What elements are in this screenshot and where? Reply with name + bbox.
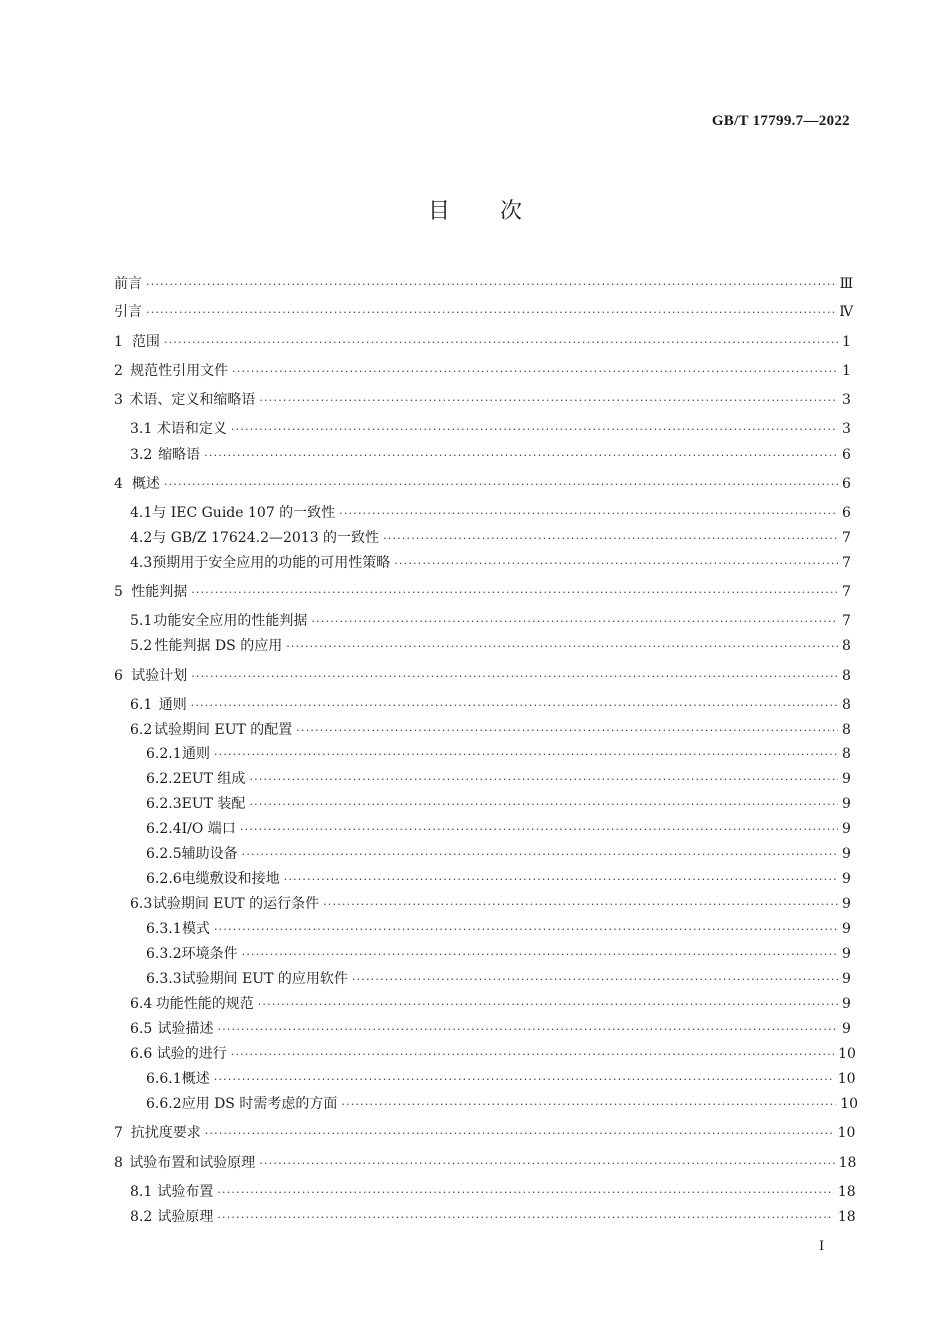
toc-entry-page: 18 [837,1209,856,1225]
toc-entry[interactable] [114,332,850,353]
toc-entry[interactable] [114,419,850,440]
toc-entry-number: 7 [114,1125,123,1141]
toc-entry-label: 概述 [131,476,160,492]
toc-entry-label: I/O 端口 [181,821,236,837]
toc-entry-label: 试验期间 EUT 的运行条件 [152,896,320,912]
toc-entry-page: 3 [842,421,851,437]
toc-leader-dots [242,845,838,865]
toc-leader-dots [383,529,838,549]
toc-leader-dots [296,721,838,741]
toc-entry[interactable] [114,1123,856,1144]
standard-code: GB/T 17799.7—2022 [711,113,850,129]
toc-entry-page: 9 [842,996,851,1012]
toc-entry-number: 6.3.2 [146,946,182,962]
toc-entry-page: 10 [837,1125,856,1141]
toc-entry-number: 4.3 [130,555,153,571]
toc-leader-dots [217,1183,833,1203]
toc-entry-number: 4 [114,476,123,492]
toc-entry[interactable] [114,894,850,915]
toc-entry-page: 10 [840,1096,859,1112]
toc-leader-dots [311,612,838,632]
toc-entry[interactable] [114,274,854,295]
title-char-2: 次 [500,199,523,224]
toc-entry[interactable] [114,528,850,549]
toc-leader-dots [242,945,838,965]
toc-entry-number: 5.1 [130,613,153,629]
toc-leader-dots [339,504,838,524]
toc-leader-dots [341,1095,836,1115]
toc-entry-page: 9 [842,846,851,862]
toc-entry-number: 6 [114,668,123,684]
toc-entry-label: 试验的进行 [156,1046,227,1062]
toc-entry-label: 规范性引用文件 [130,363,229,379]
toc-entry-label: 模式 [181,921,210,937]
toc-entry[interactable] [114,503,850,524]
toc-entry-page: 6 [842,505,851,521]
toc-entry-label: 通则 [181,746,210,762]
toc-entry-number: 6.2.2 [146,771,182,787]
toc-entry-label: 电缆敷设和接地 [181,871,280,887]
toc-entry-number: 8.1 [130,1184,153,1200]
toc-entry-page: 7 [842,530,851,546]
toc-entry-number: 6.2.6 [146,871,182,887]
toc-leader-dots [232,362,838,382]
toc-leader-dots [217,1208,833,1228]
toc-entry-page: 18 [838,1155,857,1171]
toc-entry[interactable] [114,794,850,815]
toc-entry-label: 术语、定义和缩略语 [129,392,256,408]
toc-entry-number: 2 [114,363,123,379]
toc-entry[interactable] [114,582,850,603]
toc-leader-dots [240,820,838,840]
toc-entry[interactable] [114,445,850,466]
toc-leader-dots [191,696,838,716]
toc-entry[interactable] [114,994,850,1015]
toc-entry-label: 性能判据 [131,584,188,600]
toc-entry-page: 9 [842,821,851,837]
toc-entry[interactable] [114,553,850,574]
toc-entry-number: 6.2.4 [146,821,182,837]
toc-leader-dots [164,475,838,495]
toc-entry-number: 3.2 [130,447,153,463]
toc-leader-dots [259,1154,834,1174]
toc-leader-dots [249,795,838,815]
toc-entry-page: 8 [842,722,851,738]
toc-entry-page: 8 [842,697,851,713]
toc-entry-label: 功能性能的规范 [155,996,254,1012]
toc-entry-page: 1 [842,363,851,379]
toc-entry-number: 3 [114,392,123,408]
toc-entry[interactable] [114,819,850,840]
toc-entry-number: 6.4 [130,996,153,1012]
toc-entry-page: 9 [842,896,851,912]
page-title [0,194,950,225]
toc-entry[interactable] [114,361,850,382]
toc-entry-label: 抗扰度要求 [130,1125,201,1141]
toc-leader-dots [146,303,835,323]
toc-entry-number: 4.2 [130,530,153,546]
toc-entry-page: 9 [842,921,851,937]
toc-leader-dots [259,391,838,411]
toc-entry[interactable] [114,1094,859,1115]
toc-entry-number: 5 [114,584,123,600]
toc-entry-page: 7 [842,555,851,571]
toc-entry-page: 9 [842,971,851,987]
toc-entry-label: 功能安全应用的性能判据 [153,613,308,629]
footer-page-number: I [819,1239,825,1254]
toc-entry-label: 范围 [131,334,160,350]
toc-entry-page: 9 [842,1021,851,1037]
toc-entry-label: 试验期间 EUT 的应用软件 [181,971,348,987]
toc-entry[interactable] [114,1019,850,1040]
toc-entry-page: 8 [842,746,851,762]
toc-entry-label: 引言 [114,304,142,320]
toc-leader-dots [214,745,838,765]
toc-entry-label: 术语和定义 [156,421,227,437]
toc-entry-number: 6.5 [130,1021,153,1037]
toc-entry-label: 性能判据 DS 的应用 [154,638,283,654]
toc-entry-label: 通则 [158,697,187,713]
toc-entry-number: 8 [114,1155,123,1171]
toc-leader-dots [249,770,838,790]
toc-entry-page: 3 [842,392,851,408]
toc-leader-dots [394,554,838,574]
toc-leader-dots [258,995,838,1015]
toc-entry-label: 缩略语 [158,447,201,463]
toc-entry[interactable] [114,969,850,990]
toc-entry[interactable] [114,769,850,790]
toc-leader-dots [214,1070,834,1090]
toc-entry-label: 与 GB/Z 17624.2—2013 的一致性 [152,530,380,546]
toc-entry-number: 6.3.1 [146,921,182,937]
toc-entry[interactable] [114,919,850,940]
toc-entry[interactable] [114,636,850,657]
toc-leader-dots [286,637,838,657]
toc-entry-page: 9 [842,771,851,787]
toc-entry-page: 9 [842,796,851,812]
toc-entry-number: 6.3.3 [146,971,182,987]
toc-entry-number: 3.1 [130,421,153,437]
toc-entry-page: 9 [842,871,851,887]
toc-entry-number: 6.1 [130,697,153,713]
toc-leader-dots [191,583,838,603]
toc-entry-page: 1 [842,334,851,350]
toc-entry-page: 6 [842,476,851,492]
toc-entry-label: 试验布置和试验原理 [129,1155,256,1171]
toc-leader-dots [204,446,838,466]
toc-entry[interactable] [114,869,850,890]
title-char-1: 目 [427,199,450,224]
toc-entry-page: 9 [842,946,851,962]
toc-leader-dots [284,870,838,890]
toc-entry[interactable] [114,844,850,865]
toc-entry-page: 6 [842,447,851,463]
toc-entry-label: 前言 [114,276,142,292]
toc-entry-number: 8.2 [130,1209,153,1225]
toc-entry-number: 6.2 [130,722,153,738]
toc-entry-label: 应用 DS 时需考虑的方面 [181,1096,338,1112]
toc-entry[interactable] [114,1153,857,1174]
toc-leader-dots [231,420,838,440]
toc-entry[interactable] [114,390,850,411]
toc-entry[interactable] [114,474,850,495]
toc-entry[interactable] [114,611,850,632]
toc-leader-dots [164,333,838,353]
toc-leader-dots [146,275,836,295]
toc-entry-number: 6.6 [130,1046,153,1062]
toc-leader-dots [214,920,838,940]
toc-entry-label: 概述 [181,1071,210,1087]
toc-entry-label: EUT 装配 [181,796,246,812]
toc-entry-label: 辅助设备 [181,846,238,862]
toc-entry[interactable] [114,944,850,965]
toc-entry-page: 10 [838,1046,856,1062]
toc-leader-dots [231,1045,834,1065]
toc-entry-number: 6.3 [130,896,153,912]
toc-entry[interactable] [114,666,850,687]
toc-entry-label: 试验计划 [131,668,188,684]
toc-entry-label: 试验布置 [157,1184,214,1200]
toc-entry[interactable] [114,744,850,765]
toc-entry[interactable] [114,302,854,323]
toc-entry-label: 试验期间 EUT 的配置 [154,722,293,738]
toc-entry-number: 6.2.1 [146,746,182,762]
toc-entry-number: 5.2 [130,638,153,654]
toc-leader-dots [205,1124,834,1144]
toc-entry-number: 6.2.3 [146,796,182,812]
toc-entry[interactable] [114,1069,856,1090]
toc-entry-number: 6.6.1 [146,1071,182,1087]
toc-entry-page: 18 [837,1184,856,1200]
toc-entry[interactable] [114,1182,856,1203]
toc-entry-number: 1 [114,334,123,350]
toc-leader-dots [323,895,838,915]
toc-entry-number: 6.6.2 [146,1096,182,1112]
toc-entry-number: 6.2.5 [146,846,182,862]
toc-entry-page: Ⅲ [839,276,854,292]
toc-leader-dots [191,667,838,687]
toc-entry-page: 10 [837,1071,856,1087]
toc-entry-label: EUT 组成 [181,771,246,787]
toc-entry-page: Ⅳ [839,304,854,320]
toc-leader-dots [352,970,838,990]
toc-entry-number: 4.1 [130,505,153,521]
toc-entry-page: 7 [842,613,851,629]
toc-entry-label: 试验原理 [157,1209,214,1225]
toc-entry[interactable] [114,720,850,741]
toc-entry-label: 试验描述 [157,1021,214,1037]
toc-entry-page: 8 [842,668,851,684]
toc-entry-label: 与 IEC Guide 107 的一致性 [152,505,336,521]
toc-entry[interactable] [114,695,850,716]
toc-leader-dots [218,1020,838,1040]
toc-entry-label: 预期用于安全应用的功能的可用性策略 [152,555,391,571]
toc-entry-page: 7 [842,584,851,600]
toc-entry[interactable] [114,1044,856,1065]
toc-entry-page: 8 [842,638,851,654]
toc-entry-label: 环境条件 [181,946,238,962]
toc-entry[interactable] [114,1207,856,1228]
